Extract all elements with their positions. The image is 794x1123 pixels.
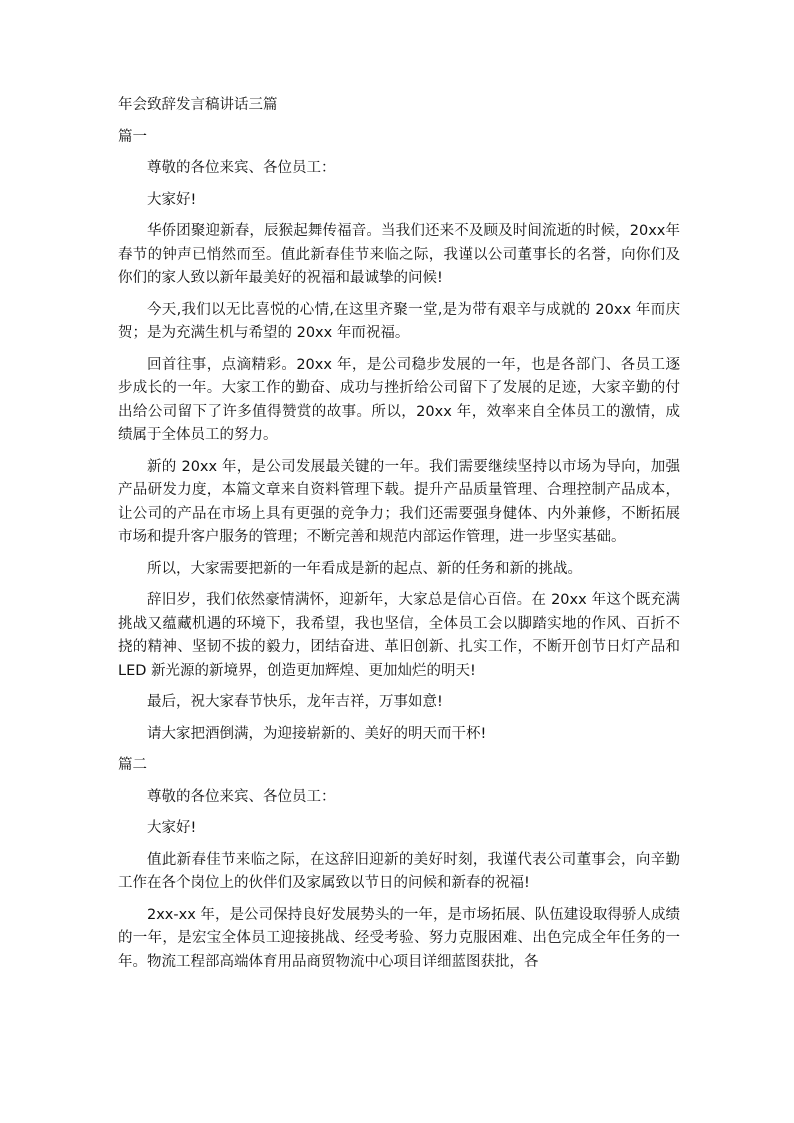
paragraph: 新的 20xx 年，是公司发展最关键的一年。我们需要继续坚持以市场为导向，加强产品研发力度，本篇文章来自资料管理下载。提升产品质量管理、合理控制产品成本，让公司的产品在市场上具有更强的竞争力；我们还需要强身健体、内外兼修，不断拓展市场和提升客户服务的管理；不断完善和规范内部运作管理，进一步坚实基础。 xyxy=(118,458,680,545)
section-heading: 篇二 xyxy=(118,757,147,773)
paragraph: 华侨团聚迎新春，辰猴起舞传福音。当我们还来不及顾及时间流逝的时候，20xx年春节的钟声已悄然而至。值此新春佳节来临之际，我谨以公司董事长的名誉，向你们及你们的家人致以新年最美好的祝福和最诚挚的问候! xyxy=(118,223,680,286)
paragraph: 最后，祝大家春节快乐，龙年吉祥，万事如意! xyxy=(147,694,443,710)
paragraph: 请大家把酒倒满，为迎接崭新的、美好的明天而干杯! xyxy=(147,725,487,742)
section-heading: 篇一 xyxy=(118,128,147,145)
paragraph: 尊敬的各位来宾、各位员工： xyxy=(147,788,336,805)
paragraph: 2xx-xx 年，是公司保持良好发展势头的一年，是市场拓展、队伍建设取得骄人成绩的一年，是宏宝全体员工迎接挑战、经受考验、努力克服困难、出色完成全年任务的一年。物流工程部高端体育用品商贸物流中心项目详细蓝图获批，各 xyxy=(118,906,680,970)
section-1 xyxy=(118,126,680,747)
paragraph: 大家好! xyxy=(147,191,197,208)
section-2 xyxy=(118,754,680,974)
document-title: 年会致辞发言稿讲话三篇 xyxy=(118,97,278,113)
paragraph: 所以，大家需要把新的一年看成是新的起点、新的任务和新的挑战。 xyxy=(147,560,582,577)
paragraph: 尊敬的各位来宾、各位员工： xyxy=(147,160,336,176)
paragraph: 今天,我们以无比喜悦的心情,在这里齐聚一堂,是为带有艰辛与成就的 20xx 年而庆贺；是为充满生机与希望的 20xx 年而祝福。 xyxy=(118,301,680,341)
paragraph: 辞旧岁，我们依然豪情满怀，迎新年，大家总是信心百倍。在 20xx 年这个既充满挑战又蕴藏机遇的环境下，我希望，我也坚信，全体员工会以脚踏实地的作风、百折不挠的精神、坚韧不拔的毅力，团结奋进、革旧创新、扎实工作，不断开创节日灯产品和 LED 新光源的新境界，创造更加辉煌、更加灿烂的明天! xyxy=(118,592,680,679)
paragraph: 值此新春佳节来临之际，在这辞旧迎新的美好时刻，我谨代表公司董事会，向辛勤工作在各个岗位上的伙伴们及家属致以节日的问候和新春的祝福! xyxy=(118,851,680,891)
document-page xyxy=(118,94,680,982)
paragraph: 回首往事，点滴精彩。20xx 年，是公司稳步发展的一年，也是各部门、各员工逐步成长的一年。大家工作的勤奋、成功与挫折给公司留下了发展的足迹，大家辛勤的付出给公司留下了许多值得赞赏的故事。所以，20xx 年，效率来自全体员工的激情，成绩属于全体员工的努力。 xyxy=(118,356,680,443)
paragraph: 大家好! xyxy=(147,820,197,836)
